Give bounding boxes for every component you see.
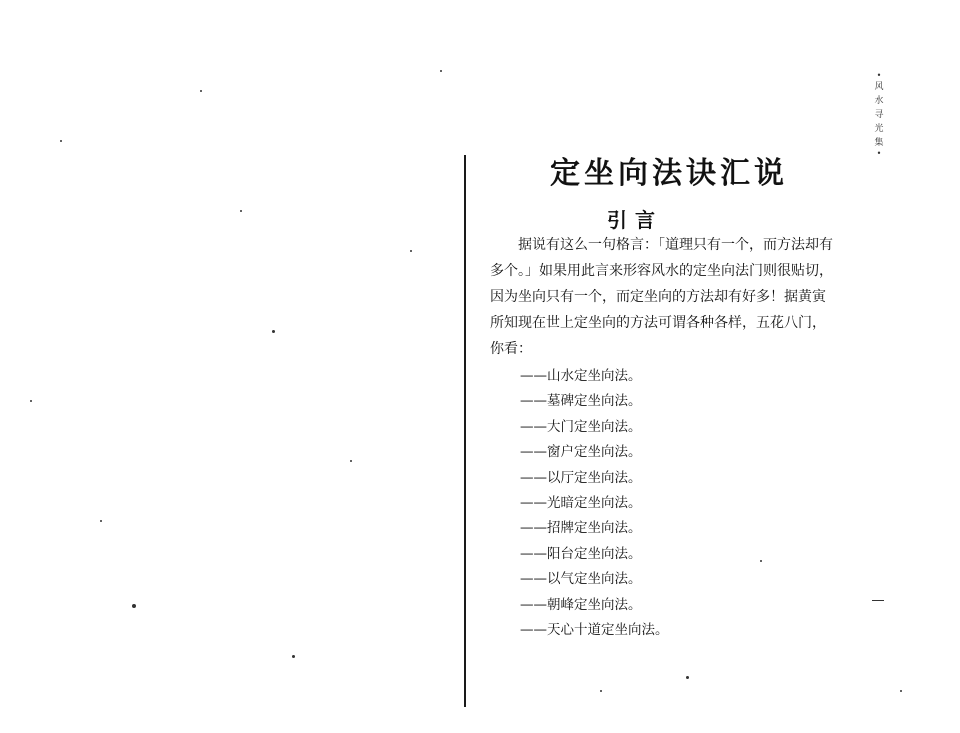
section-heading: 引言	[607, 208, 663, 232]
list-item: ——窗户定坐向法。	[520, 444, 642, 461]
running-head-char: 水	[874, 96, 884, 106]
list-item: ——山水定坐向法。	[520, 368, 642, 384]
scan-speck	[30, 400, 32, 402]
list-item: ——墓碑定坐向法。	[520, 393, 642, 410]
running-head-vertical	[872, 72, 886, 158]
paragraph-line: 你看：	[490, 341, 532, 357]
paragraph-line: 多个。」如果用此言来形容风水的定坐向法门则很贴切，	[490, 263, 833, 279]
list-item: ——以气定坐向法。	[520, 571, 642, 588]
list-item: ——天心十道定坐向法。	[520, 622, 669, 639]
list-item: ——光暗定坐向法。	[520, 495, 642, 512]
running-head-char: 寻	[874, 110, 884, 120]
scan-speck	[60, 140, 62, 142]
paragraph-line: 所知现在世上定坐向的方法可谓各种各样，五花八门，	[490, 315, 826, 331]
running-head-char: 光	[874, 124, 884, 134]
list-item: ——以厅定坐向法。	[520, 469, 642, 486]
paragraph-line: 据说有这么一句格言：「道理只有一个，而方法却有	[490, 237, 833, 253]
list-item: ——阳台定坐向法。	[520, 545, 642, 562]
list-item: ——朝峰定坐向法。	[520, 596, 642, 613]
marker-dot-top: •	[876, 71, 882, 80]
margin-dash-mark	[872, 600, 884, 601]
paragraph-line: 因为坐向只有一个，而定坐向的方法却有好多！据黄寅	[490, 289, 826, 305]
scan-speck	[600, 690, 602, 692]
scan-speck	[100, 520, 102, 522]
page-gutter-line	[464, 155, 466, 707]
scan-speck	[900, 690, 902, 692]
method-list	[520, 364, 820, 643]
scan-speck	[132, 604, 136, 608]
scan-speck	[410, 250, 412, 252]
running-head-char: 集	[874, 138, 884, 148]
scan-speck	[440, 70, 442, 72]
scan-speck	[272, 330, 275, 333]
intro-paragraph	[490, 232, 870, 362]
list-item: ——招牌定坐向法。	[520, 520, 642, 537]
running-head-char: 风	[874, 82, 884, 92]
scan-speck	[686, 676, 689, 679]
chapter-title: 定坐向法诀汇说	[550, 156, 788, 191]
scan-speck	[292, 655, 295, 658]
scan-speck	[760, 560, 762, 562]
scan-speck	[240, 210, 242, 212]
marker-dot-bottom: •	[876, 149, 882, 158]
list-item: ——大门定坐向法。	[520, 418, 642, 435]
scan-speck	[200, 90, 202, 92]
scan-speck	[350, 460, 352, 462]
